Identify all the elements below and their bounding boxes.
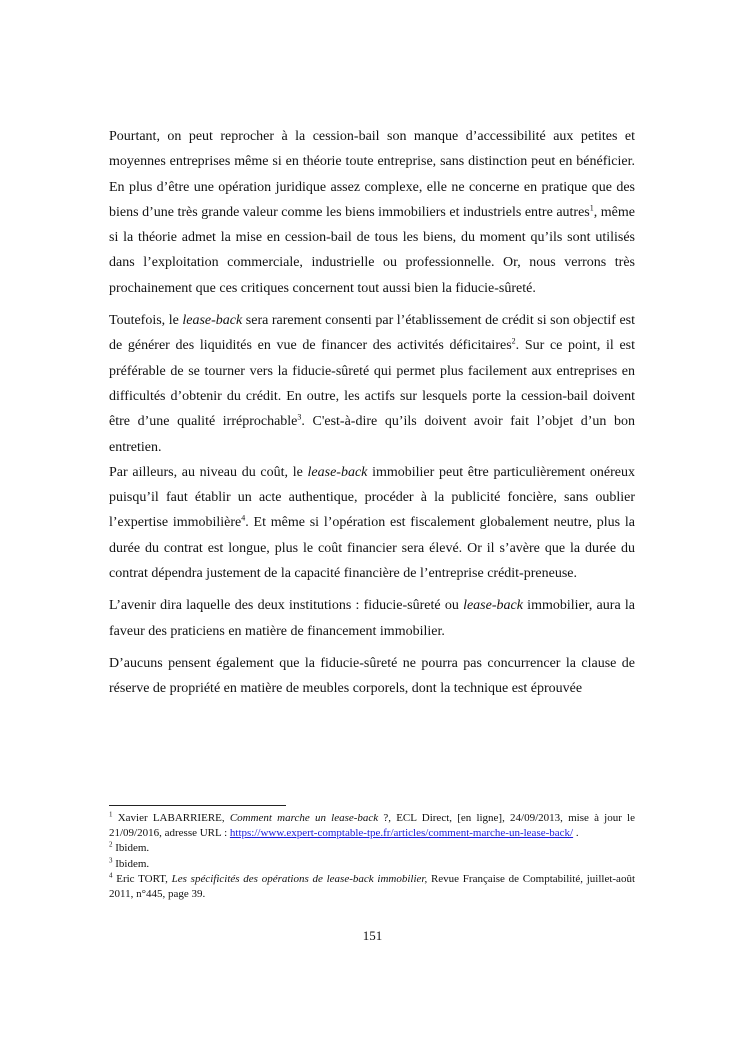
text-run: Ibidem.	[112, 857, 150, 870]
footnote-3	[109, 857, 635, 872]
text-run: Eric TORT,	[112, 872, 172, 885]
text-run: ?, ECL Direct, [en ligne], 24/09/2013, mise à jour le 21/09/2016, adresse URL :	[109, 812, 635, 840]
paragraph-1	[109, 124, 635, 301]
page-number: 151	[362, 928, 383, 943]
footnote-ref-2[interactable]: 2	[511, 336, 516, 346]
body-text	[109, 124, 635, 702]
source-link[interactable]: https://www.expert-comptable-tpe.fr/articles/comment-marche-un-lease-back/	[229, 827, 574, 840]
italic-term: lease-back	[307, 464, 368, 480]
footnote-number: 3	[109, 855, 113, 864]
text-run: , même si la théorie admet la mise en cession-bail de tous les biens, du moment qu’ils sont utilisés dans l’exploitation commerciale, industrielle ou professionnelle. Or, nous verrons très prochainement que ces critiques concernent tout aussi bien la fiducie-sûreté.	[109, 204, 635, 296]
text-run: Ibidem.	[112, 842, 150, 855]
paragraph-3	[109, 460, 635, 586]
paragraph-2	[109, 308, 635, 460]
text-run: . Et même si l’opération est fiscalement globalement neutre, plus la durée du contrat est longue, plus le coût financier sera élevé. Or il s’avère que la durée du contrat dépendra justement de la capacité financière de l’entreprise crédit-preneuse.	[109, 515, 635, 582]
text-run: sera rarement consenti par l’établissement de crédit si son objectif est de générer des liquidités en vue de financer des activités déficitaires	[109, 313, 635, 354]
text-run: D’aucuns pensent également que la fiducie-sûreté ne pourra pas concurrencer la clause de réserve de propriété en matière de meubles corporels, dont la technique est éprouvée	[109, 655, 635, 697]
footnote-number: 1	[109, 810, 113, 819]
text-run: . Sur ce point, il est préférable de se tourner vers la fiducie-sûreté qui permet plus facilement aux entreprises en difficultés d’obtenir du crédit. En outre, les actifs sur lesquels porte la cession-bail doivent être d’une qualité irréprochable	[109, 338, 635, 430]
text-run: immobilier, aura la faveur des praticiens en matière de financement immobilier.	[109, 598, 635, 639]
text-run: . C'est-à-dire qu’ils doivent avoir fait l’objet d’un bon entretien.	[109, 414, 635, 455]
italic-term: lease-back	[463, 598, 523, 614]
italic-title: Comment marche un lease-back	[229, 812, 379, 824]
footnote-ref-3[interactable]: 3	[297, 412, 302, 422]
footnote-separator	[109, 805, 286, 806]
text-run: Xavier LABARRIERE,	[112, 812, 230, 824]
text-run: L’avenir dira laquelle des deux institutions : fiducie-sûreté ou	[109, 598, 464, 614]
footnote-number: 4	[109, 871, 113, 880]
italic-title: Les spécificités des opérations de lease-back immobilier,	[171, 872, 428, 885]
paragraph-4	[109, 593, 635, 644]
text-run: Pourtant, on peut reprocher à la cession-bail son manque d’accessibilité aux petites et moyennes entreprises même si en théorie toute entreprise, sans distinction peut en bénéficier. En plus d’être une opération juridique assez complexe, elle ne concerne en pratique que des biens d’une très grande valeur comme les biens immobiliers et industriels entre autres	[109, 129, 635, 220]
text-run: Toutefois, le	[109, 313, 183, 329]
text-run: Par ailleurs, au niveau du coût, le	[109, 464, 308, 480]
text-run: immobilier peut être particulièrement onéreux puisqu’il faut établir un acte authentique, procéder à la publicité foncière, sans oublier l’expertise immobilière	[109, 464, 635, 531]
paragraph-5	[109, 651, 635, 702]
italic-term: lease-back	[182, 313, 243, 329]
text-run: Revue Française de Comptabilité, juillet-août 2011, n°445, page 39.	[109, 872, 635, 901]
footnote-ref-4[interactable]: 4	[241, 513, 246, 523]
footnote-2	[109, 841, 635, 856]
footnote-number: 2	[109, 840, 113, 849]
footnotes	[109, 805, 635, 902]
footnote-1	[109, 811, 635, 841]
footnote-4	[109, 872, 635, 902]
footnote-ref-1[interactable]: 1	[589, 203, 594, 213]
text-run: .	[573, 827, 579, 840]
